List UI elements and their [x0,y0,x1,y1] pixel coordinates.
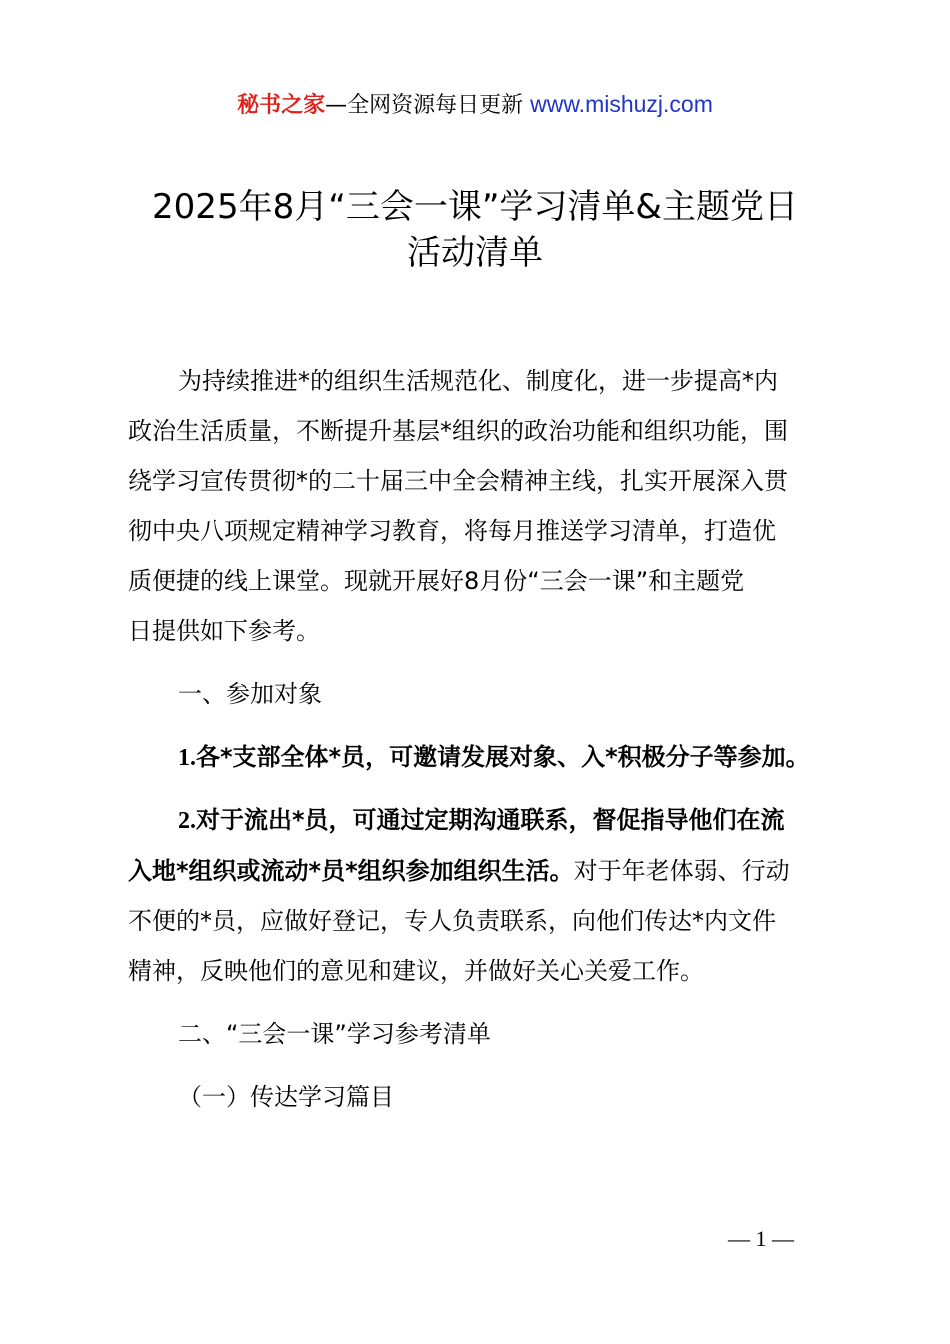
document-title [110,184,840,276]
item-2-normal-text-2: 对于年老体弱、行动 [573,857,790,885]
section-2-heading-text: 二、“三会一课”学习参考清单 [178,1020,491,1048]
header-slogan: —全网资源每日更新 [325,93,531,118]
site-header [0,88,950,122]
item-2 [128,795,833,996]
document-body [128,356,833,1122]
intro-line: 政治生活质量，不断提升基层*组织的政治功能和组织功能，围 [128,417,788,445]
section-1-heading [128,669,833,719]
intro-line: 绕学习宣传贯彻*的二十届三中全会精神主线，扎实开展深入贯 [128,467,788,495]
title-line-2: 活动清单 [407,233,543,273]
intro-line: 为持续推进*的组织生活规范化、制度化，进一步提高*内 [178,367,778,395]
page-number: — 1 — [728,1226,794,1251]
item-2-line-4: 精神，反映他们的意见和建议，并做好关心关爱工作。 [128,957,704,985]
subsection-1-heading [128,1072,833,1122]
section-2-heading [128,1009,833,1059]
item-2-number: 2. [178,808,196,834]
subsection-1-heading-text: （一）传达学习篇目 [178,1083,394,1111]
section-1-heading-text: 一、参加对象 [178,680,322,708]
intro-line: 彻中央八项规定精神学习教育，将每月推送学习清单，打造优 [128,517,776,545]
intro-line: 日提供如下参考。 [128,617,320,645]
brand-name: 秘书之家 [237,93,326,118]
item-1-line [128,732,833,783]
intro-paragraph [128,356,833,656]
item-1-number: 1. [178,745,196,771]
website-url[interactable]: www.mishuzj.com [530,91,713,117]
item-2-line-1 [128,795,833,846]
item-1 [128,732,833,783]
item-2-line-3: 不便的*员，应做好登记，专人负责联系，向他们传达*内文件 [128,907,776,935]
item-1-text: 各*支部全体*员，可邀请发展对象、入*积极分子等参加。 [196,743,810,771]
item-2-bold-text-2: 入地*组织或流动*员*组织参加组织生活。 [128,857,574,885]
item-2-line-2 [128,846,833,896]
title-line-1: 2025年8月“三会一课”学习清单&主题党日 [152,187,798,227]
intro-line: 质便捷的线上课堂。现就开展好8月份“三会一课”和主题党 [128,567,745,595]
item-2-bold-text-1: 对于流出*员，可通过定期沟通联系，督促指导他们在流 [196,806,785,834]
